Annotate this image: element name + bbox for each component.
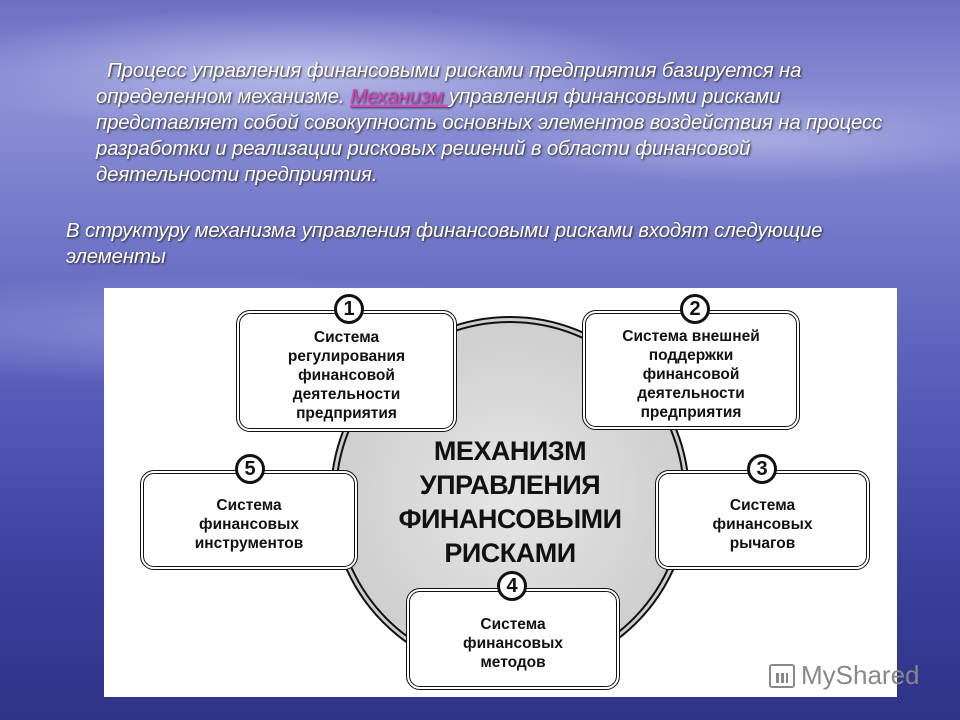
element-number-1: 1 bbox=[334, 294, 364, 324]
center-line: РИСКАМИ bbox=[444, 538, 576, 568]
element-box-3 bbox=[655, 470, 870, 570]
element-number-4: 4 bbox=[497, 571, 527, 601]
element-box-5 bbox=[140, 470, 358, 570]
element-number-3: 3 bbox=[747, 454, 777, 484]
element-box-1 bbox=[236, 310, 457, 432]
center-line: ФИНАНСОВЫМИ bbox=[398, 504, 622, 534]
structure-paragraph: В структуру механизма управления финансовыми рисками входят следующие элементы bbox=[66, 219, 823, 268]
element-label: Система финансовых инструментов bbox=[194, 496, 304, 552]
mechanism-diagram bbox=[104, 288, 920, 697]
element-label: Система внешней поддержки финансовой деятельности предприятия bbox=[622, 327, 760, 421]
element-number-2: 2 bbox=[680, 294, 710, 324]
element-label: Система финансовых методов bbox=[463, 615, 563, 671]
watermark-text: MyShared bbox=[801, 660, 920, 690]
element-box-4 bbox=[406, 588, 620, 690]
center-line: МЕХАНИЗМ bbox=[433, 436, 587, 466]
center-title bbox=[360, 434, 660, 570]
element-label: Система финансовых рычагов bbox=[712, 496, 813, 552]
element-number-5: 5 bbox=[235, 454, 265, 484]
element-box-2 bbox=[582, 310, 800, 430]
intro-text: Процесс управления финансовыми рисками предприятия базируется на определенном механизме. bbox=[96, 59, 802, 108]
presentation-icon bbox=[769, 664, 795, 688]
intro-paragraph bbox=[96, 58, 896, 188]
element-label: Система регулирования финансовой деятельности предприятия bbox=[287, 328, 406, 422]
center-line: УПРАВЛЕНИЯ bbox=[419, 470, 601, 500]
intro-text-cont: управления финансовыми рисками представляет собой совокупность основных элементов воздействия на процесс разработки и реализации рисковых решений в области финансовой деятельности предприятия. bbox=[96, 85, 883, 186]
mechanism-link[interactable]: Механизм bbox=[349, 85, 449, 108]
watermark bbox=[769, 660, 920, 691]
